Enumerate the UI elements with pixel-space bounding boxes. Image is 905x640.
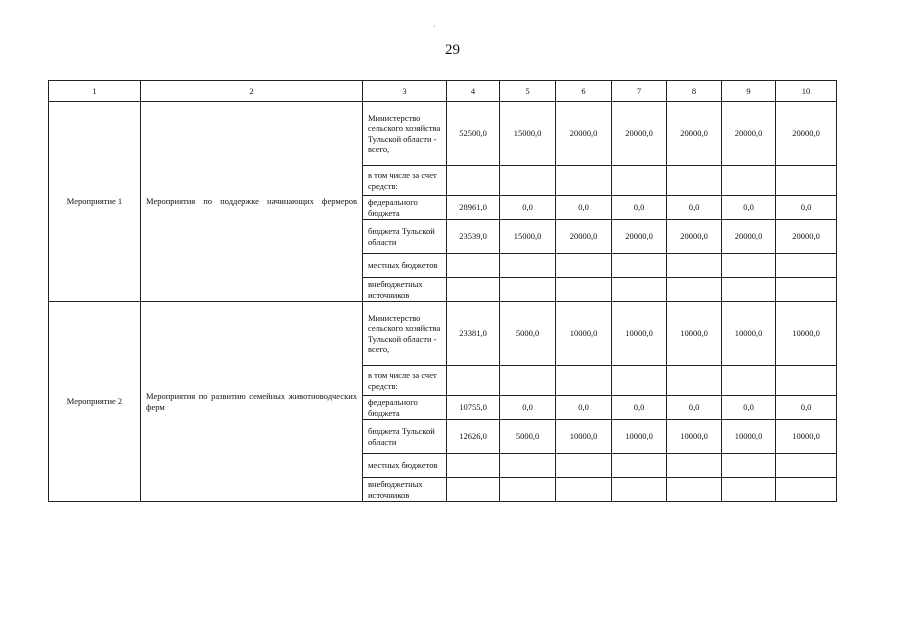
amount-cell: 28961,0 (447, 196, 500, 220)
amount-cell (776, 478, 837, 502)
amount-cell (667, 278, 722, 302)
amount-cell: 0,0 (556, 196, 612, 220)
amount-cell (776, 278, 837, 302)
amount-cell: 23539,0 (447, 220, 500, 254)
amount-cell (556, 166, 612, 196)
amount-cell: 0,0 (667, 396, 722, 420)
amount-cell (500, 366, 556, 396)
amount-cell: 0,0 (612, 196, 667, 220)
amount-cell: 10000,0 (556, 302, 612, 366)
amount-cell (500, 478, 556, 502)
amount-cell: 0,0 (776, 196, 837, 220)
amount-cell (612, 454, 667, 478)
amount-cell: 15000,0 (500, 102, 556, 166)
amount-cell: 0,0 (500, 196, 556, 220)
amount-cell: 10000,0 (612, 420, 667, 454)
amount-cell: 10000,0 (722, 302, 776, 366)
column-header: 8 (667, 81, 722, 102)
amount-cell (776, 166, 837, 196)
amount-cell: 10000,0 (776, 420, 837, 454)
funding-source: бюджета Тульской области (363, 420, 447, 454)
amount-cell (500, 454, 556, 478)
funding-source: Министерство сельского хозяйства Тульской области - всего, (363, 102, 447, 166)
amount-cell (722, 366, 776, 396)
amount-cell (447, 478, 500, 502)
amount-cell: 0,0 (722, 396, 776, 420)
amount-cell (722, 454, 776, 478)
amount-cell: 10000,0 (667, 302, 722, 366)
funding-source: Министерство сельского хозяйства Тульской области - всего, (363, 302, 447, 366)
amount-cell: 20000,0 (722, 220, 776, 254)
column-header: 6 (556, 81, 612, 102)
amount-cell (556, 254, 612, 278)
amount-cell (556, 478, 612, 502)
amount-cell: 10000,0 (556, 420, 612, 454)
amount-cell (447, 278, 500, 302)
column-header: 9 (722, 81, 776, 102)
amount-cell (556, 366, 612, 396)
amount-cell (667, 366, 722, 396)
amount-cell: 10000,0 (776, 302, 837, 366)
amount-cell (500, 166, 556, 196)
amount-cell: 5000,0 (500, 302, 556, 366)
amount-cell (667, 478, 722, 502)
column-header: 7 (612, 81, 667, 102)
amount-cell (500, 278, 556, 302)
amount-cell (776, 366, 837, 396)
amount-cell (447, 454, 500, 478)
amount-cell (722, 166, 776, 196)
funding-source: федерального бюджета (363, 196, 447, 220)
amount-cell (447, 366, 500, 396)
funding-source: федерального бюджета (363, 396, 447, 420)
column-header: 3 (363, 81, 447, 102)
funding-source: местных бюджетов (363, 454, 447, 478)
amount-cell: 20000,0 (776, 102, 837, 166)
funding-source: бюджета Тульской области (363, 220, 447, 254)
amount-cell (447, 166, 500, 196)
column-header: 2 (141, 81, 363, 102)
amount-cell: 10000,0 (612, 302, 667, 366)
measure-label: Мероприятие 1 (49, 102, 141, 302)
amount-cell: 20000,0 (667, 102, 722, 166)
column-header: 1 (49, 81, 141, 102)
amount-cell (722, 278, 776, 302)
amount-cell (722, 478, 776, 502)
amount-cell: 20000,0 (612, 220, 667, 254)
amount-cell (667, 454, 722, 478)
amount-cell: 0,0 (500, 396, 556, 420)
measure-label: Мероприятие 2 (49, 302, 141, 502)
header-row (49, 81, 837, 102)
amount-cell (447, 254, 500, 278)
amount-cell: 0,0 (776, 396, 837, 420)
amount-cell (667, 166, 722, 196)
page-number: 29 (445, 42, 460, 58)
funding-source: внебюджетных источников (363, 278, 447, 302)
amount-cell (556, 278, 612, 302)
table-row (49, 302, 837, 366)
amount-cell: 0,0 (667, 196, 722, 220)
amount-cell: 20000,0 (556, 102, 612, 166)
column-header: 4 (447, 81, 500, 102)
amount-cell (776, 454, 837, 478)
amount-cell (612, 278, 667, 302)
amount-cell (612, 366, 667, 396)
amount-cell (722, 254, 776, 278)
amount-cell: 23381,0 (447, 302, 500, 366)
amount-cell (612, 478, 667, 502)
amount-cell: 20000,0 (556, 220, 612, 254)
amount-cell (776, 254, 837, 278)
amount-cell: 12626,0 (447, 420, 500, 454)
amount-cell: 20000,0 (722, 102, 776, 166)
scan-speck: · (433, 22, 436, 31)
amount-cell: 20000,0 (612, 102, 667, 166)
funding-source: местных бюджетов (363, 254, 447, 278)
amount-cell (556, 454, 612, 478)
amount-cell: 20000,0 (776, 220, 837, 254)
amount-cell: 20000,0 (667, 220, 722, 254)
funding-source: внебюджетных источников (363, 478, 447, 502)
measure-description: Мероприятия по поддержке начинающих фермеров (141, 102, 363, 302)
amount-cell (612, 254, 667, 278)
amount-cell: 5000,0 (500, 420, 556, 454)
measure-description: Мероприятия по развитию семейных животноводческих ферм (141, 302, 363, 502)
amount-cell: 10000,0 (667, 420, 722, 454)
amount-cell (500, 254, 556, 278)
column-header: 5 (500, 81, 556, 102)
amount-cell: 10755,0 (447, 396, 500, 420)
amount-cell: 52500,0 (447, 102, 500, 166)
funding-source: в том числе за счет средств: (363, 166, 447, 196)
amount-cell: 15000,0 (500, 220, 556, 254)
amount-cell: 10000,0 (722, 420, 776, 454)
funding-source: в том числе за счет средств: (363, 366, 447, 396)
amount-cell: 0,0 (722, 196, 776, 220)
column-header: 10 (776, 81, 837, 102)
amount-cell (612, 166, 667, 196)
amount-cell: 0,0 (556, 396, 612, 420)
budget-table (48, 80, 837, 502)
amount-cell: 0,0 (612, 396, 667, 420)
table-row (49, 102, 837, 166)
amount-cell (667, 254, 722, 278)
